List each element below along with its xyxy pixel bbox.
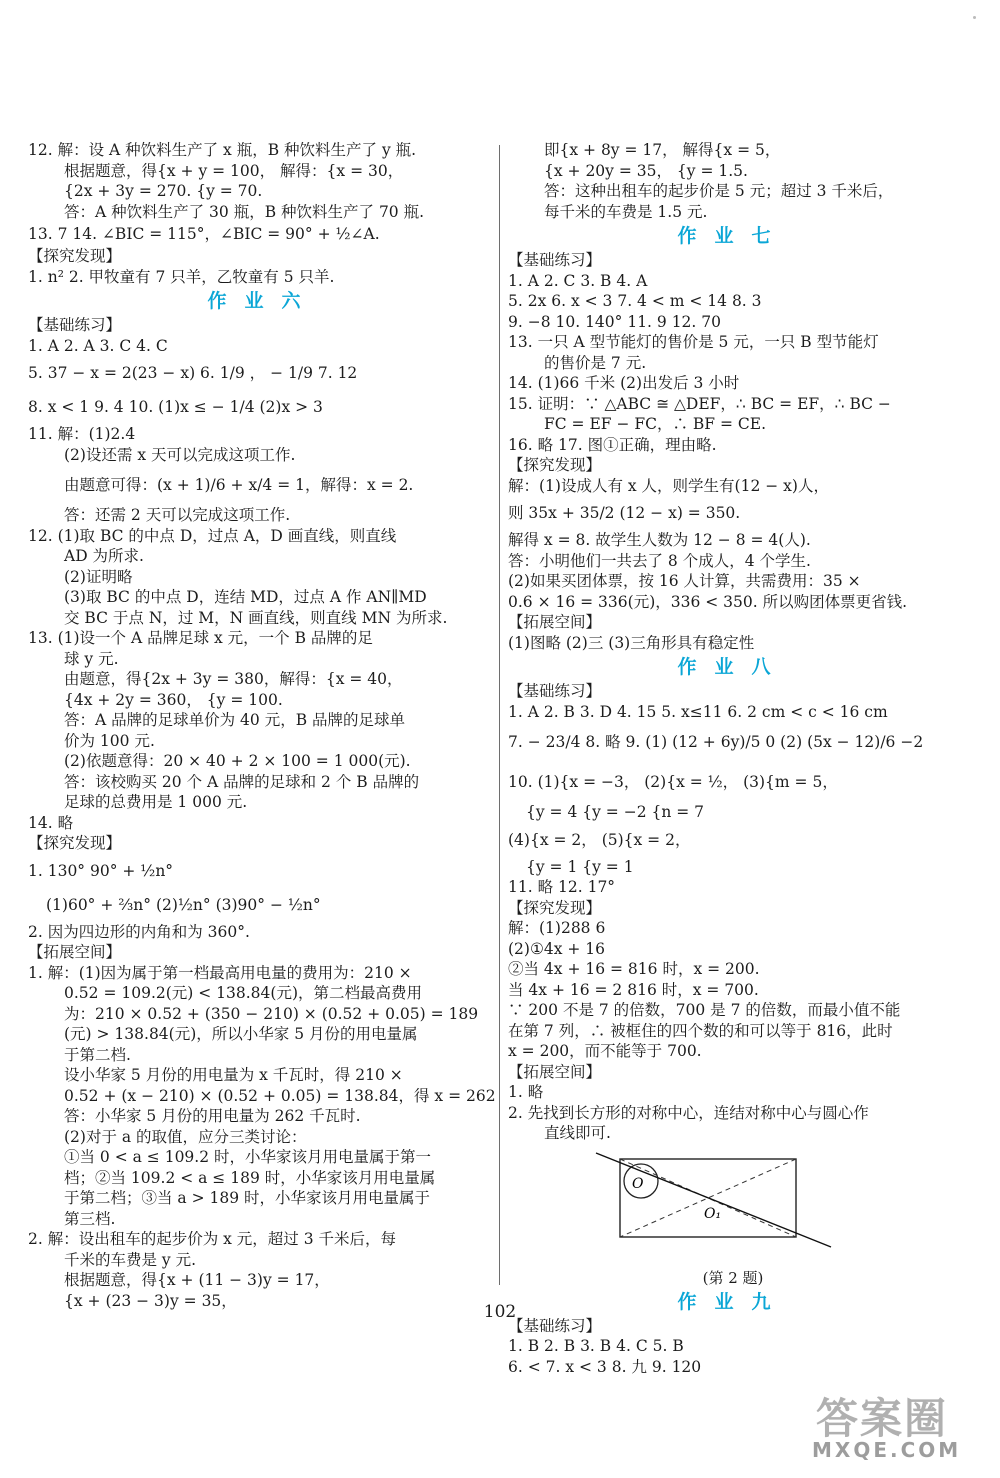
column-divider: [499, 145, 500, 1285]
scan-speck: [973, 16, 976, 19]
answer-line: 13. (1)设一个 A 品牌足球 x 元，一个 B 品牌的足: [28, 629, 373, 647]
answer-line: 于第二档.: [64, 1045, 131, 1064]
answer-line: 则 35x + 35/2 (12 − x) = 350.: [508, 504, 741, 522]
answer-line: 13. 7 14. ∠BIC = 115°，∠BIC = 90° + ½∠A.: [28, 225, 380, 243]
answer-line: 1. n² 2. 甲牧童有 7 只羊，乙牧童有 5 只羊.: [28, 267, 335, 286]
answer-line: 解：(1)288 6: [508, 919, 606, 937]
answer-line: 足球的总费用是 1 000 元.: [64, 793, 248, 811]
answer-line: 14. 略: [28, 813, 74, 832]
answer-line: (2)依题意得：20 × 40 + 2 × 100 = 1 000(元).: [64, 752, 411, 770]
center-label-o: O: [632, 1175, 644, 1192]
answer-line: {2x + 3y = 270. {y = 70.: [64, 182, 263, 200]
section-heading: 【基础练习】: [28, 316, 122, 334]
answer-line: {x + (23 − 3)y = 35，: [64, 1291, 237, 1310]
answer-line: 价为 100 元.: [64, 731, 155, 750]
answer-line: 答：小明他们一共去了 8 个成人，4 个学生.: [508, 551, 811, 570]
answer-line: (2)如果买团体票，按 16 人计算，共需费用：35 ×: [508, 572, 861, 590]
answer-line: 于第二档；③当 a > 189 时，小华家该月用电量属于: [64, 1189, 431, 1207]
answer-line: 答：还需 2 天可以完成这项工作.: [64, 506, 291, 524]
answer-line: 11. 解：(1)2.4: [28, 425, 136, 443]
answer-line: 12. (1)取 BC 的中点 D，过点 A，D 画直线，则直线: [28, 526, 397, 545]
answer-line: 1. 解：(1)因为属于第一档最高用电量的费用为：210 ×: [28, 963, 412, 982]
left-column: [28, 140, 498, 1311]
section-heading: 【拓展空间】: [28, 943, 122, 961]
answer-line: 15. 证明：∵ △ABC ≅ △DEF，∴ BC = EF，∴ BC −: [508, 394, 891, 413]
answer-line: (2)设还需 x 天可以完成这项工作.: [64, 445, 296, 464]
answer-line: 2. 先找到长方形的对称中心，连结对称中心与圆心作: [508, 1103, 869, 1122]
answer-line: 5. 2x 6. x < 3 7. 4 < m < 14 8. 3: [508, 292, 762, 310]
answer-line: 16. 略 17. 图①正确，理由略.: [508, 435, 717, 454]
section-title: 作业七: [677, 225, 789, 247]
answer-line: ②当 4x + 16 = 816 时，x = 200.: [508, 960, 760, 978]
section-heading: 【探究发现】: [508, 898, 602, 917]
section-heading: 【探究发现】: [508, 456, 602, 474]
answer-line: 在第 7 列，∴ 被框住的四个数的和可以等于 816，此时: [508, 1021, 893, 1040]
answer-line: 直线即可.: [544, 1124, 611, 1142]
answer-line: (3)取 BC 的中点 D，连结 MD，过点 A 作 AN∥MD: [64, 588, 427, 606]
answer-line: 8. x < 1 9. 4 10. (1)x ≤ − 1/4 (2)x > 3: [28, 398, 323, 416]
answer-line: 答：A 品牌的足球单价为 40 元，B 品牌的足球单: [64, 711, 406, 729]
answer-line: 当 4x + 16 = 2 816 时，x = 700.: [508, 980, 759, 999]
answer-line: ①当 0 < a ≤ 109.2 时，小华家该月用电量属于第一: [64, 1148, 432, 1166]
section-heading: 【基础练习】: [508, 682, 602, 700]
answer-line: {y = 1 {y = 1: [526, 857, 634, 876]
answer-line: 2. 解：设出租车的起步价为 x 元，超过 3 千米后，每: [28, 1230, 397, 1248]
section-heading: 【基础练习】: [508, 1316, 602, 1335]
geometry-diagram: [508, 1144, 958, 1248]
answer-line: 1. 130° 90° + ½n°: [28, 861, 174, 880]
answer-line: {x + 20y = 35， {y = 1.5.: [544, 161, 748, 180]
watermark-bottom-text: MXQE.COM: [812, 1438, 962, 1462]
answer-line: 11. 略 12. 17°: [508, 878, 616, 896]
answer-line: 2. 因为四边形的内角和为 360°.: [28, 922, 250, 941]
answer-line: (1)图略 (2)三 (3)三角形具有稳定性: [508, 633, 755, 652]
answer-line: 交 BC 于点 N，过 M，N 画直线，则直线 MN 为所求.: [64, 608, 448, 627]
section-title: 作业九: [677, 1290, 789, 1313]
answer-line: 球 y 元.: [64, 649, 119, 668]
answer-line: 即{x + 8y = 17， 解得{x = 5，: [544, 141, 781, 159]
answer-line: 1. 略: [508, 1083, 544, 1101]
answer-line: 0.52 = 109.2(元) < 138.84(元)，第二档最高费用: [64, 984, 422, 1002]
page-number: 102: [483, 1302, 517, 1322]
answer-line: 0.6 × 16 = 336(元)，336 < 350. 所以购团体票更省钱.: [508, 592, 908, 611]
answer-line: FC = EF − FC，∴ BF = CE.: [544, 415, 766, 433]
answer-line: ∵ 200 不是 7 的倍数，700 是 7 的倍数，而最小值不能: [508, 1001, 901, 1019]
answer-line: 由题意可得：(x + 1)/6 + x/4 = 1，解得：x = 2.: [64, 476, 414, 494]
answer-line: 13. 一只 A 型节能灯的售价是 5 元，一只 B 型节能灯: [508, 333, 879, 351]
section-title: 作业八: [677, 656, 789, 678]
answer-line: 第三档.: [64, 1209, 116, 1228]
answer-line: 12. 解：设 A 种饮料生产了 x 瓶，B 种饮料生产了 y 瓶.: [28, 141, 417, 159]
right-column: [508, 140, 958, 1377]
answer-line: (1)60° + ⅔n° (2)½n° (3)90° − ½n°: [46, 895, 321, 914]
answer-line: 6. < 7. x < 3 8. 九 9. 120: [508, 1357, 702, 1376]
answer-line: (2)对于 a 的取值，应分三类讨论：: [64, 1127, 307, 1146]
answer-line: (2)证明略: [64, 567, 133, 586]
answer-line: 为：210 × 0.52 + (350 − 210) × (0.52 + 0.05) = 189: [64, 1004, 479, 1023]
answer-line: (4){x = 2， (5){x = 2，: [508, 830, 691, 849]
center-label-o1: O₁: [704, 1205, 722, 1222]
section-title: 作业六: [207, 290, 319, 312]
answer-line: 0.52 + (x − 210) × (0.52 + 0.05) = 138.84，得 x = 262: [64, 1086, 496, 1105]
answer-line: (2)①4x + 16: [508, 939, 606, 958]
answer-line: 7. − 23/4 8. 略 9. (1) (12 + 6y)/5 0 (2) (5x − 12)/6 −2: [508, 733, 924, 751]
answer-line: 1. B 2. B 3. B 4. C 5. B: [508, 1337, 684, 1355]
section-heading: 【探究发现】: [28, 247, 122, 265]
watermark-logo: [802, 1386, 982, 1466]
section-heading: 【基础练习】: [508, 251, 602, 269]
answer-line: 1. A 2. C 3. B 4. A: [508, 271, 648, 290]
answer-line: 14. (1)66 千米 (2)出发后 3 小时: [508, 374, 740, 392]
answer-line: 档；②当 109.2 < a ≤ 189 时，小华家该月用电量属: [64, 1168, 436, 1187]
watermark-top-text: 答案圈: [816, 1394, 949, 1443]
answer-line: 10. (1){x = −3， (2){x = ½， (3){m = 5，: [508, 773, 838, 791]
answer-line: {y = 4 {y = −2 {n = 7: [526, 803, 705, 821]
answer-line: 根据题意，得{x + y = 100， 解得：{x = 30，: [64, 161, 404, 180]
answer-line: {4x + 2y = 360， {y = 100.: [64, 690, 283, 709]
section-heading: 【拓展空间】: [508, 1062, 602, 1081]
answer-line: 1. A 2. B 3. D 4. 15 5. x≤11 6. 2 cm < c < 16 cm: [508, 702, 888, 721]
rectangle-circle-figure: [508, 1144, 958, 1268]
section-heading: 【拓展空间】: [508, 613, 602, 631]
answer-line: 答：A 种饮料生产了 30 瓶，B 种饮料生产了 70 瓶.: [64, 202, 425, 221]
answer-line: AD 为所求.: [64, 547, 144, 565]
answer-line: 9. −8 10. 140° 11. 9 12. 70: [508, 312, 721, 331]
answer-line: 每千米的车费是 1.5 元.: [544, 202, 708, 221]
answer-line: 千米的车费是 y 元.: [64, 1250, 197, 1269]
answer-line: 答：小华家 5 月份的用电量为 262 千瓦时.: [64, 1107, 361, 1125]
answer-line: 解得 x = 8. 故学生人数为 12 − 8 = 4(人).: [508, 531, 811, 549]
answer-line: 的售价是 7 元.: [544, 353, 647, 372]
answer-line: x = 200，而不能等于 700.: [508, 1042, 702, 1060]
answer-line: 解：(1)设成人有 x 人，则学生有(12 − x)人，: [508, 476, 829, 495]
answer-line: 答：这种出租车的起步价是 5 元；超过 3 千米后，: [544, 182, 894, 200]
section-heading: 【探究发现】: [28, 834, 122, 852]
answer-line: 设小华家 5 月份的用电量为 x 千瓦时，得 210 ×: [64, 1066, 403, 1084]
figure-caption: (第 2 题): [702, 1268, 764, 1287]
answer-line: 由题意，得{2x + 3y = 380，解得：{x = 40，: [64, 670, 403, 688]
answer-line: (元) > 138.84(元)，所以小华家 5 月份的用电量属: [64, 1025, 418, 1043]
answer-line: 根据题意，得{x + (11 − 3)y = 17，: [64, 1271, 330, 1289]
answer-line: 1. A 2. A 3. C 4. C: [28, 336, 168, 355]
answer-line: 答：该校购买 20 个 A 品牌的足球和 2 个 B 品牌的: [64, 772, 420, 791]
answer-line: 5. 37 − x = 2(23 − x) 6. 1/9 ， − 1/9 7. 12: [28, 364, 358, 382]
